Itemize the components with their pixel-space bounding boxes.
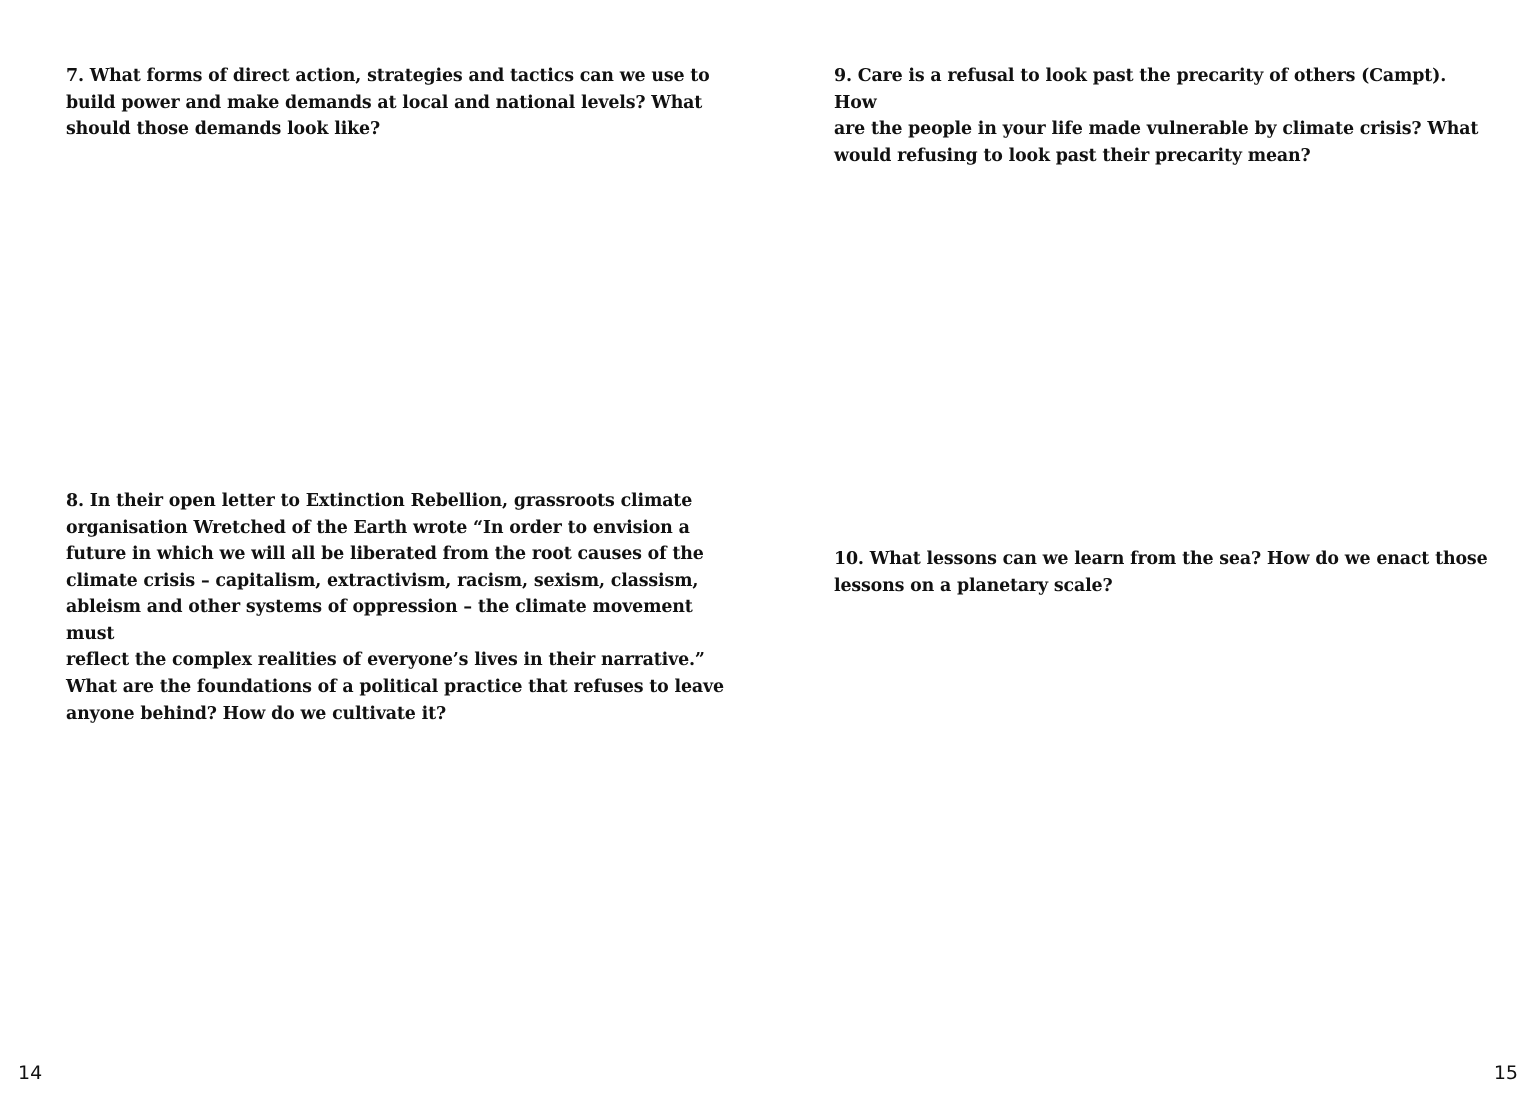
question-7: 7. What forms of direct action, strategies and tactics can we use to build power and make demands at local and national levels? What should those demands look like?	[66, 66, 710, 139]
question-8-followup: What are the foundations of a political practice that refuses to leave anyone behind? How do we cultivate it?	[66, 677, 724, 724]
question-8: 8. In their open letter to Extinction Rebellion, grassroots climate organisation Wretched of the Earth wrote “In order to envision a future in which we will all be liberated from the root causes of the climate crisis – capitalism, extractivism, racism, sexism, classism, ableism and other systems of oppression – the climate movement must reflect the complex realities of everyone’s lives in their narrative.”	[66, 491, 705, 670]
page-number-left: 14	[18, 1062, 43, 1084]
page-number-right: 15	[1493, 1062, 1518, 1084]
question-10: 10. What lessons can we learn from the sea? How do we enact those lessons on a planetary scale?	[834, 549, 1488, 596]
question-9: 9. Care is a refusal to look past the precarity of others (Campt). How are the people in your life made vulnerable by climate crisis? What would refusing to look past their precarity mean?	[834, 66, 1479, 166]
right-page	[768, 0, 1536, 1099]
